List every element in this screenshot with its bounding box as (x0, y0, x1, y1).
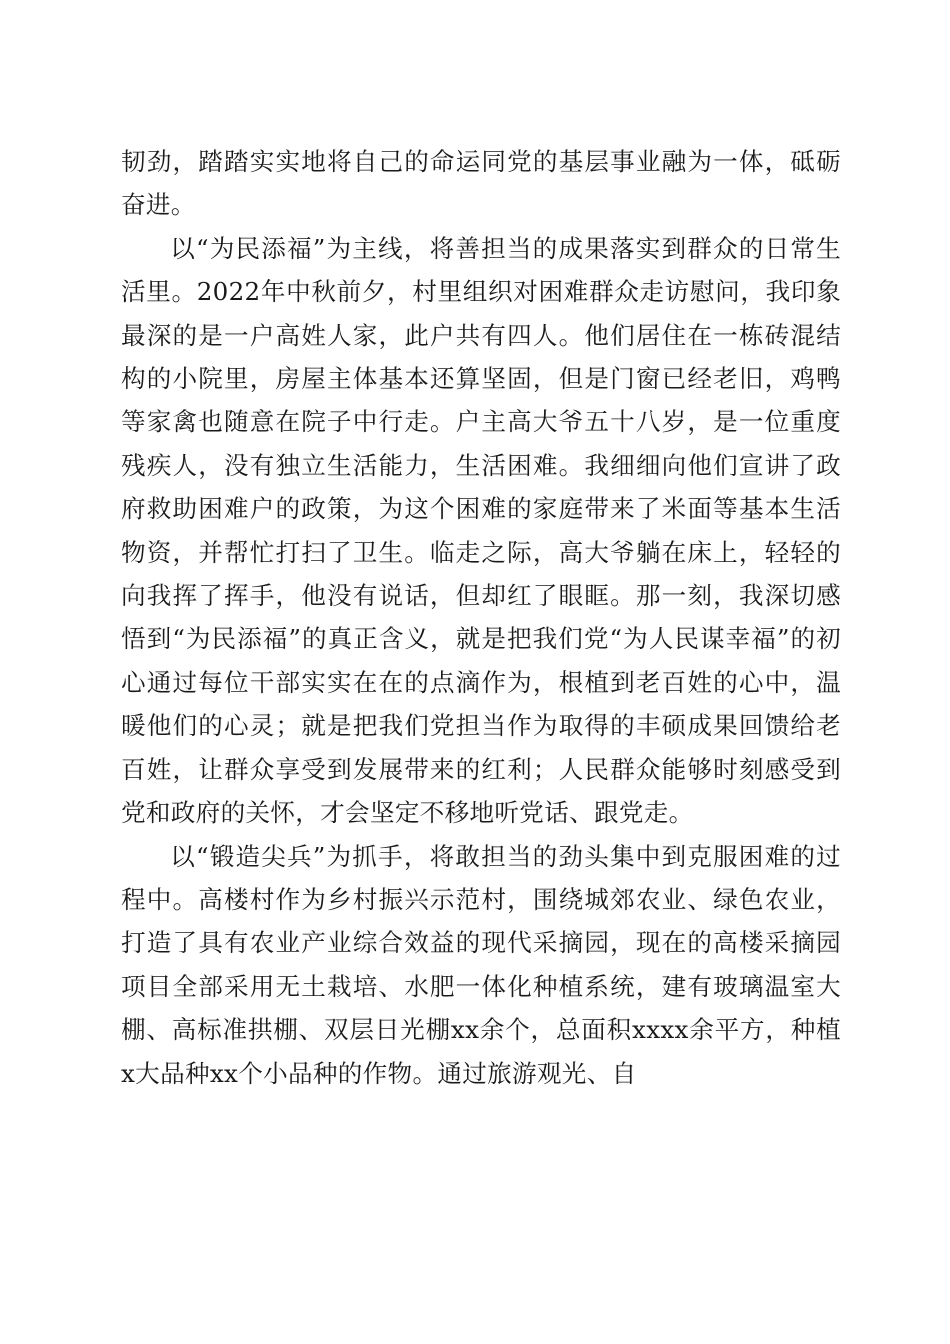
paragraph-duan-zao-jian-bing: 以“锻造尖兵”为抓手，将敢担当的劲头集中到克服困难的过程中。高楼村作为乡村振兴示范村，围绕城郊农业、绿色农业，打造了具有农业产业综合效益的现代采摘园，现在的高楼采摘园项目全部采用无土栽培、水肥一体化种植系统，建有玻璃温室大棚、高标准拱棚、双层日光棚xx余个，总面积xxxx余平方，种植x大品种xx个小品种的作物。通过旅游观光、自 (121, 841, 841, 1088)
paragraph-continuation: 韧劲，踏踏实实地将自己的命运同党的基层事业融为一体，砥砺奋进。 (121, 147, 841, 220)
body-text (121, 140, 841, 1095)
paragraph-wei-min-tian-fu: 以“为民添福”为主线，将善担当的成果落实到群众的日常生活里。2022年中秋前夕，村里组织对困难群众走访慰问，我印象最深的是一户高姓人家，此户共有四人。他们居住在一栋砖混结构的小院里，房屋主体基本还算坚固，但是门窗已经老旧，鸡鸭等家禽也随意在院子中行走。户主高大爷五十八岁，是一位重度残疾人，没有独立生活能力，生活困难。我细细向他们宣讲了政府救助困难户的政策，为这个困难的家庭带来了米面等基本生活物资，并帮忙打扫了卫生。临走之际，高大爷躺在床上，轻轻的向我挥了挥手，他没有说话，但却红了眼眶。那一刻，我深切感悟到“为民添福”的真正含义，就是把我们党“为人民谋幸福”的初心通过每位干部实实在在的点滴作为，根植到老百姓的心中，温暖他们的心灵；就是把我们党担当作为取得的丰硕成果回馈给老百姓，让群众享受到发展带来的红利；人民群众能够时刻感受到党和政府的关怀，才会坚定不移地听党话、跟党走。 (121, 233, 841, 828)
